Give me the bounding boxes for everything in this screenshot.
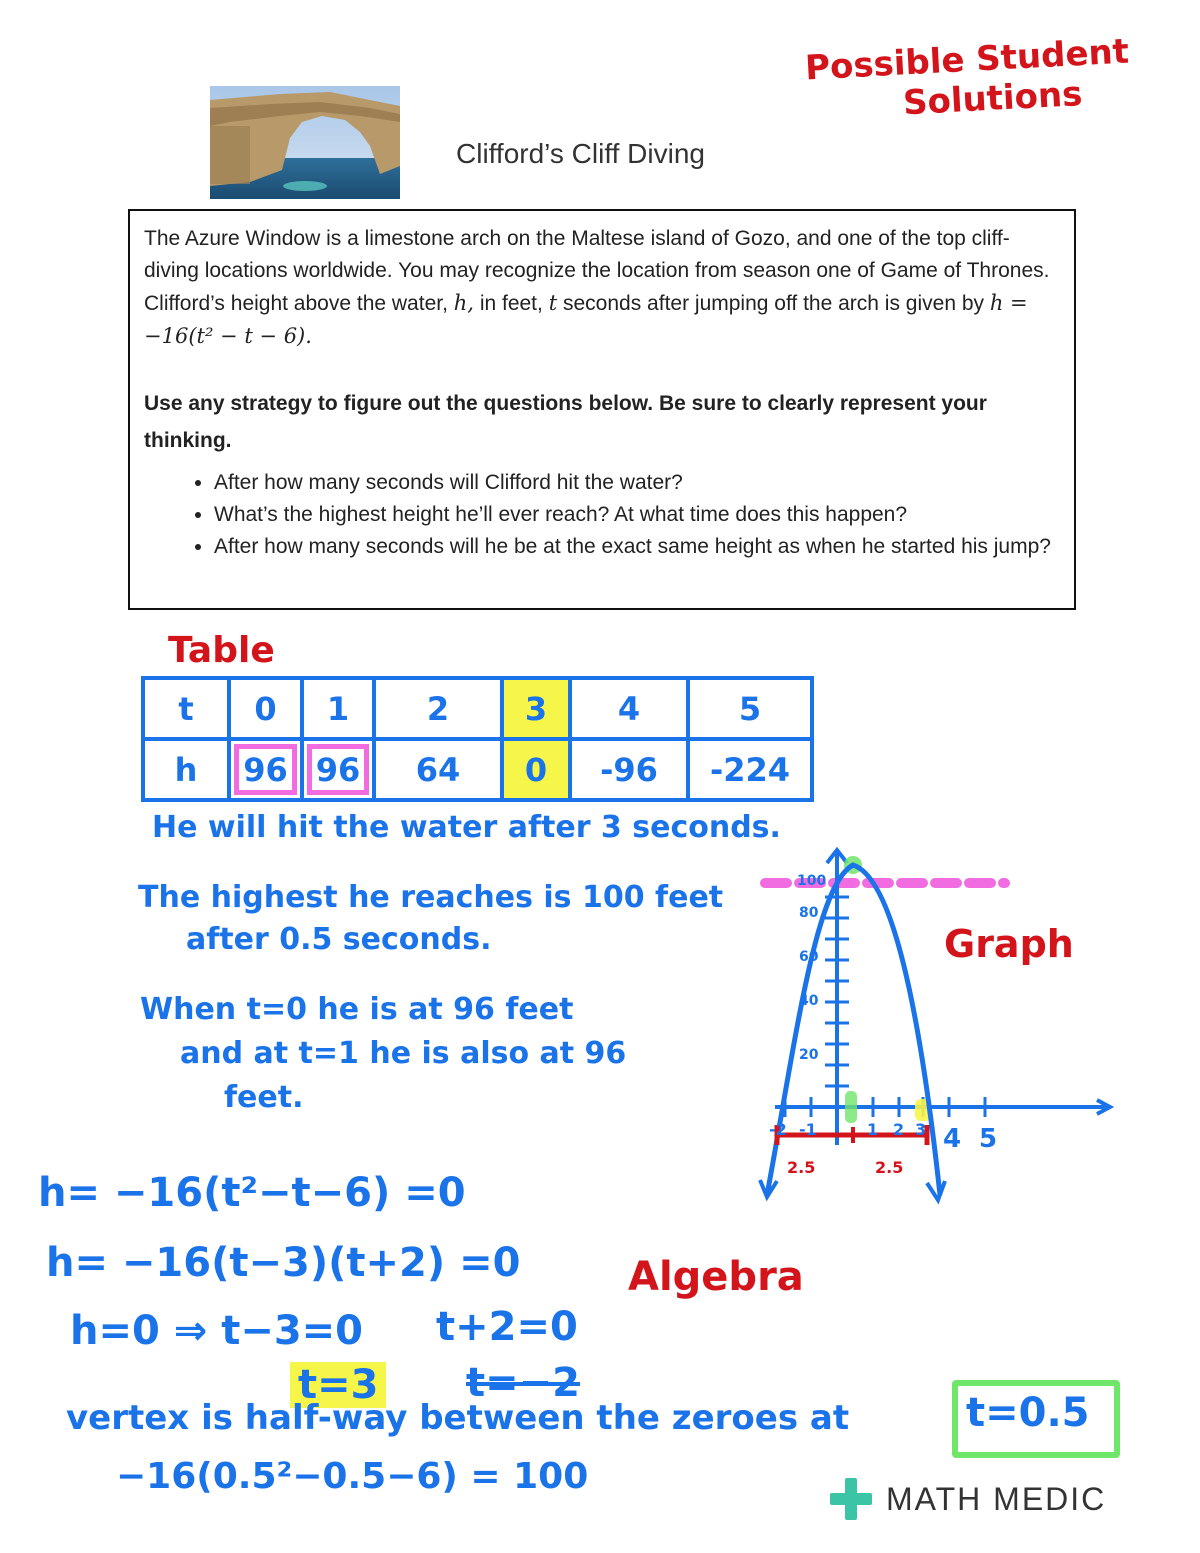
- note-same-1: When t=0 he is at 96 feet: [140, 992, 574, 1027]
- solution-t-3: t=3: [290, 1362, 386, 1408]
- vertex-answer: t=0.5: [966, 1390, 1090, 1436]
- plus-icon: [828, 1476, 874, 1522]
- annotation-line1: Possible Student: [804, 31, 1130, 89]
- y-tick-label: 60: [799, 949, 819, 965]
- algebra-line-1: h= −16(t²−t−6) =0: [38, 1170, 466, 1216]
- y-tick-label: 80: [799, 905, 819, 921]
- problem-text-2: in feet,: [479, 292, 543, 315]
- h-cell: 64: [374, 739, 502, 800]
- t-cell: 2: [374, 678, 502, 739]
- distance-label-right: 2.5: [875, 1158, 904, 1177]
- annotation-line2: Solutions: [902, 74, 1084, 124]
- x-tick-label: 1: [867, 1120, 879, 1139]
- algebra-line-3b: t+2=0: [436, 1304, 578, 1350]
- question-list: [144, 467, 1060, 563]
- variable-t: t: [548, 291, 558, 315]
- table-label: Table: [168, 630, 275, 671]
- algebra-line-2: h= −16(t−3)(t+2) =0: [46, 1240, 521, 1286]
- note-highest-1: The highest he reaches is 100 feet: [138, 880, 724, 915]
- math-medic-logo: [828, 1476, 1106, 1522]
- table-row-h: [143, 739, 812, 800]
- h-cell-highlight: 0: [502, 739, 570, 800]
- algebra-label: Algebra: [628, 1254, 804, 1300]
- question-2: • What’s the highest height he’ll ever reach? At what time does this happen?: [214, 499, 1060, 531]
- distance-label-left: 2.5: [787, 1158, 816, 1177]
- variable-h: h,: [453, 291, 474, 315]
- y-tick-label: 40: [799, 993, 819, 1009]
- note-water: He will hit the water after 3 seconds.: [152, 810, 781, 845]
- h-cell: -96: [570, 739, 688, 800]
- x-tick-label: -2: [769, 1120, 787, 1139]
- height-formula: h = −16(t² − t − 6).: [144, 291, 1028, 348]
- x-tick-label: 4: [943, 1124, 962, 1154]
- algebra-line-4b: t=−2: [466, 1360, 580, 1406]
- y-tick-label: 20: [799, 1047, 819, 1063]
- x-tick-label: -1: [799, 1120, 817, 1139]
- question-1: • After how many seconds will Clifford hit the water?: [214, 467, 1060, 499]
- graph-label: Graph: [944, 922, 1074, 966]
- curve-arrow-right: [927, 1181, 945, 1200]
- problem-text-3: seconds after jumping off the arch is given by: [563, 292, 985, 315]
- t-cell: 1: [302, 678, 374, 739]
- instructions: Use any strategy to figure out the questions below. Be sure to clearly represent your thinking.: [144, 392, 987, 452]
- algebra-line-3a: h=0 ⇒ t−3=0: [70, 1308, 364, 1354]
- document-title: Clifford’s Cliff Diving: [456, 138, 705, 169]
- x-tick-label: 2: [893, 1120, 905, 1139]
- t-header: t: [143, 678, 229, 739]
- t-cell-highlight: 3: [502, 678, 570, 739]
- h-cell-highlight: 96: [302, 739, 374, 800]
- possible-solutions-annotation: [804, 32, 1132, 129]
- axis-of-symmetry-highlight: [845, 1091, 857, 1123]
- t-cell: 0: [229, 678, 302, 739]
- note-same-2: and at t=1 he is also at 96: [180, 1036, 627, 1071]
- parabola-graph: [755, 845, 1120, 1210]
- problem-text-1: The Azure Window is a limestone arch on the Maltese island of Gozo, and one of the top cliff-diving locations worldwide. You may recognize the location from season one of Game of Thrones. Clifford’s height above the water,: [144, 227, 1050, 315]
- note-same-3: feet.: [224, 1080, 304, 1115]
- table-row-t: [143, 678, 812, 739]
- azure-window-photo: [210, 86, 400, 199]
- question-3: • After how many seconds will he be at the exact same height as when he started his jump?: [214, 531, 1060, 563]
- problem-box: [128, 209, 1076, 610]
- t-cell: 4: [570, 678, 688, 739]
- problem-paragraph: [144, 223, 1060, 353]
- algebra-line-6: −16(0.5²−0.5−6) = 100: [116, 1456, 589, 1497]
- note-highest-2: after 0.5 seconds.: [186, 922, 492, 957]
- h-header: h: [143, 739, 229, 800]
- value-table: [141, 676, 814, 802]
- x-tick-label: 3: [915, 1120, 927, 1139]
- x-tick-label: 5: [979, 1124, 998, 1154]
- logo-text: MATH MEDIC: [886, 1480, 1107, 1517]
- t-cell: 5: [688, 678, 812, 739]
- h-cell-highlight: 96: [229, 739, 302, 800]
- parabola-curve: [767, 865, 940, 1195]
- algebra-line-5: vertex is half-way between the zeroes at: [66, 1398, 850, 1438]
- h-cell: -224: [688, 739, 812, 800]
- y-tick-label: 100: [797, 873, 827, 889]
